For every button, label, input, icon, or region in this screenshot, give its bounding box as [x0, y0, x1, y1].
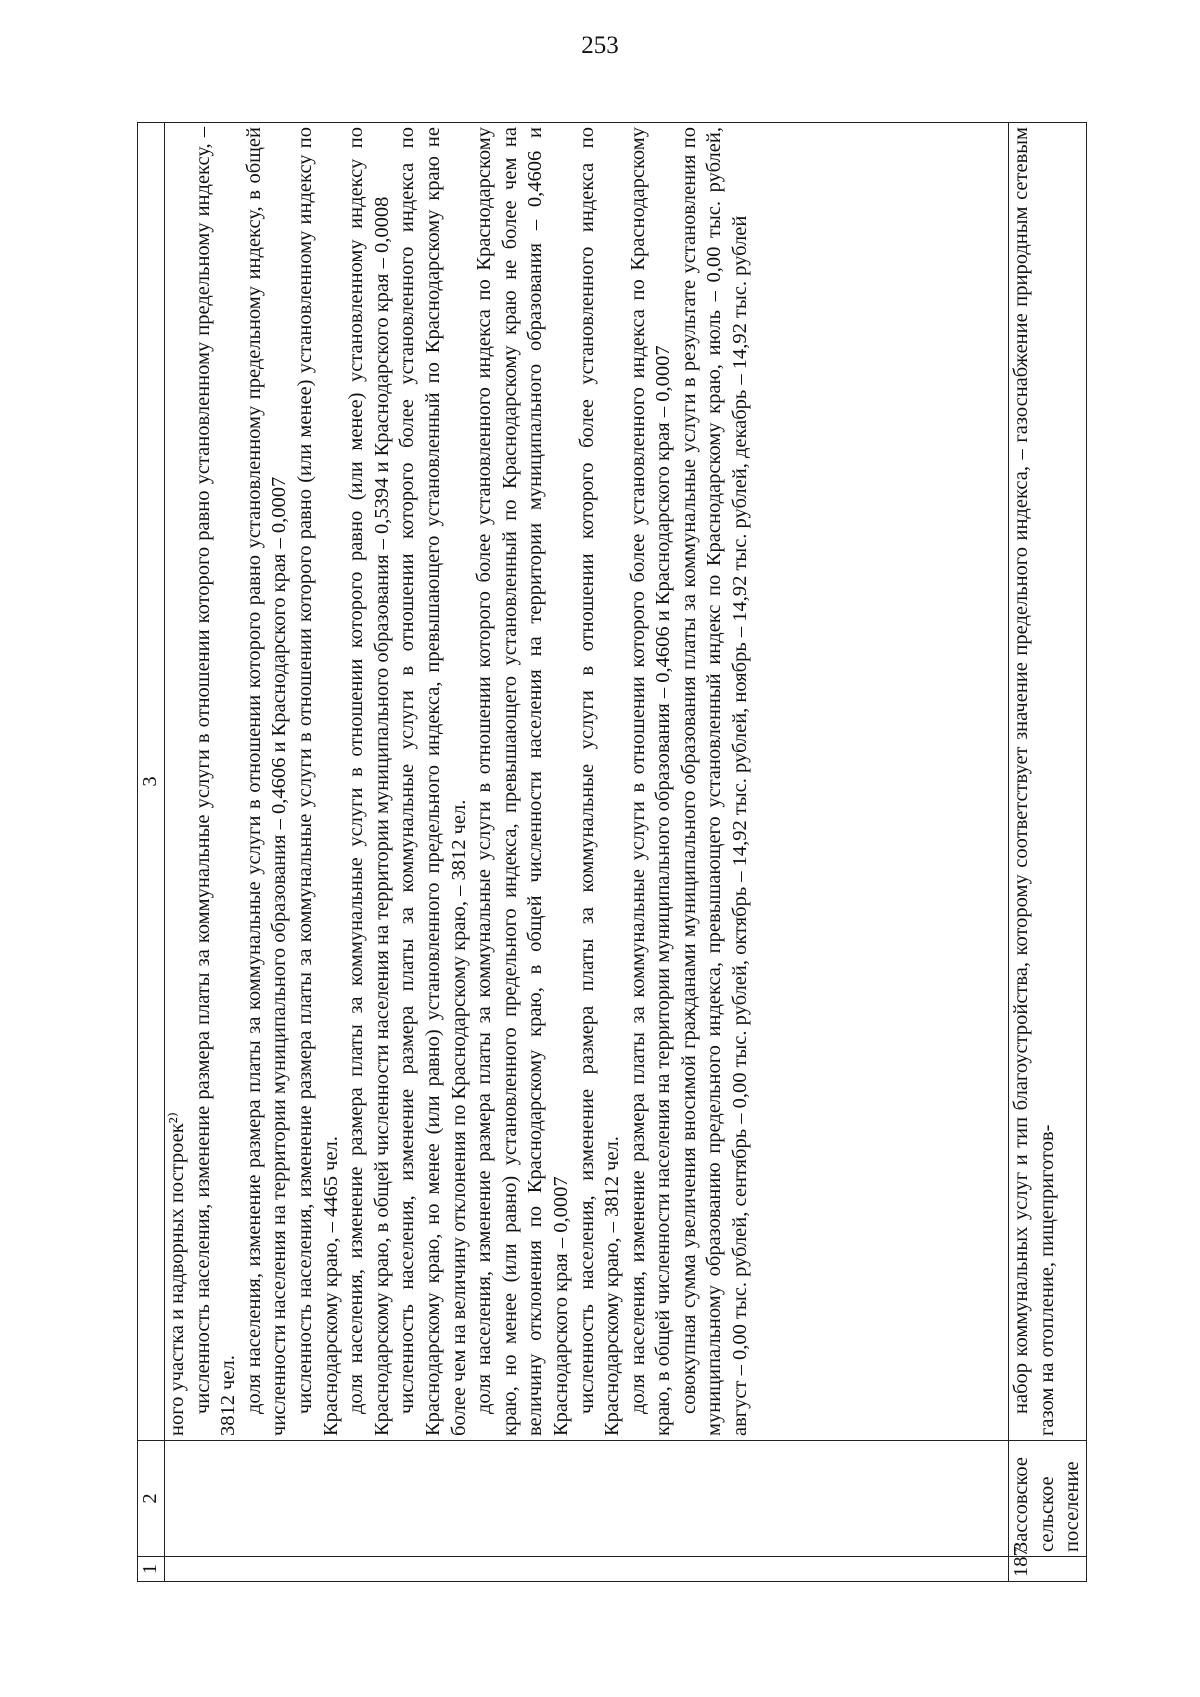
row-number-cell — [165, 1557, 1009, 1582]
text-paragraph: численность населения, изменение размера платы за коммунальные услуги в отношении которого равно (или менее) установленному индексу по Краснодарскому краю, – 4465 чел. — [293, 127, 342, 1436]
table-header-row — [138, 123, 165, 1582]
table-row — [165, 123, 1009, 1582]
continuation-text-cell — [165, 123, 1009, 1441]
text-paragraph: совокупная сумма увеличения вносимой гражданами муниципального образования платы за коммунальные услуги в результате установления по муниципальному образованию предельного индекса, превышающего установленный индекс по Краснодарскому краю, июль – 0,00 тыс. рублей, август – 0,00 тыс. рублей, сентябрь – 0,00 тыс. рублей, октябрь – 14,92 тыс. рублей, ноябрь – 14,92 тыс. рублей, декабрь – 14,92 тыс. рублей — [677, 127, 752, 1436]
header-col-3: 3 — [138, 123, 165, 1441]
table-row — [1009, 123, 1087, 1582]
text-paragraph: численность населения, изменение размера платы за коммунальные услуги в отношении которого более установленного индекса по Краснодарскому краю, – 3812 чел. — [575, 127, 624, 1436]
data-table — [137, 122, 1087, 1582]
text-paragraph: доля населения, изменение размера платы за коммунальные услуги в отношении которого равно (или менее) установленному индексу по Краснодарскому краю, в общей численности населения на территории муниципального образования – 0,5394 и Краснодарского края – 0,0008 — [345, 127, 393, 1436]
header-col-1: 1 — [138, 1557, 165, 1582]
row-name-cell: Зассовское сельское поселение — [1009, 1441, 1087, 1557]
row-name-cell — [165, 1441, 1009, 1557]
row-number-cell: 187 — [1009, 1557, 1087, 1582]
text-paragraph: численность населения, изменение размера платы за коммунальные услуги в отношении которого более установленного индекса по Краснодарскому краю, но менее (или равно) установленного предельного индекса, превышающего установленный по Краснодарскому краю не более чем на величину отклонения по Краснодарскому краю, – 3812 чел. — [396, 127, 470, 1436]
rotated-table-wrapper — [137, 122, 1087, 1582]
text-paragraph: набор коммунальных услуг и тип благоустройства, которому соответствует значение предельного индекса, – газоснабжение природным сетевым газом на отопление, пищеприготов- — [1010, 127, 1058, 1436]
page-number: 253 — [581, 32, 619, 59]
text-paragraph: численность населения, изменение размера платы за коммунальные услуги в отношении которого равно установленному предельному индексу, – 3812 чел. — [191, 127, 240, 1436]
text-paragraph: доля населения, изменение размера платы за коммунальные услуги в отношении которого более установленного индекса по Краснодарскому краю, в общей численности населения на территории муниципального образования – 0,4606 и Краснодарского края – 0,0007 — [626, 127, 675, 1436]
text-paragraph: доля населения, изменение размера платы за коммунальные услуги в отношении которого равно установленному предельному индексу, в общей численности населения на территории муниципального образования – 0,4606 и Краснодарского края – 0,0007 — [242, 127, 291, 1436]
row-text-cell — [1009, 123, 1087, 1441]
header-col-2: 2 — [138, 1441, 165, 1557]
text-paragraph: ного участка и надворных построек²⁾ — [166, 1112, 188, 1436]
text-paragraph: доля населения, изменение размера платы за коммунальные услуги в отношении которого более установленного индекса по Краснодарскому краю, но менее (или равно) установленного предельного индекса, превышающего установленный по Краснодарскому краю не более чем на величину отклонения по Краснодарскому краю, в общей численности населения на территории муниципального образования – 0,4606 и Краснодарского края – 0,0007 — [473, 127, 572, 1436]
